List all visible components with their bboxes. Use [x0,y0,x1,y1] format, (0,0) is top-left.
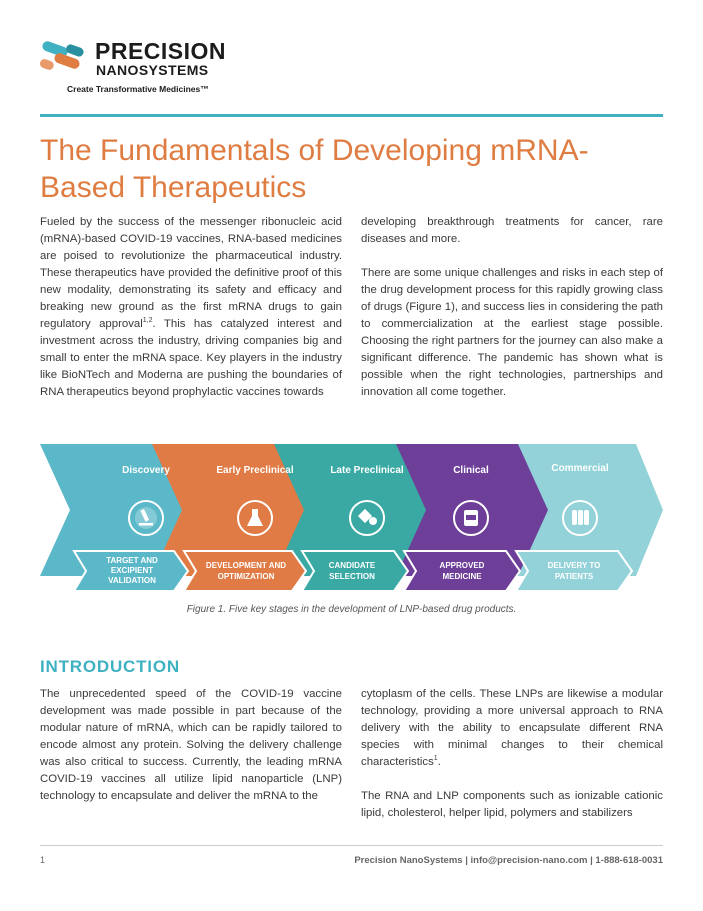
stage-label: Late Preclinical [330,465,404,476]
stage-label: Discovery [122,465,170,476]
stage-label: Commercial [551,463,609,474]
footer-divider [40,845,663,846]
brand-name-line2: NANOSYSTEMS [96,62,209,78]
intro-paragraph-3: There are some unique challenges and risks in each step of the drug development process for this rapidly growing class of drugs (Figure 1), and success lies in considering the path to commercialization at the earliest stage possible. Choosing the right partners for the journey can also make a significant difference. The pandemic has shown what is possible when the right technologies, partnerships and innovation all come together. [361,267,663,398]
introduction-paragraph-3: The RNA and LNP components such as ionizable cationic lipid, cholesterol, helper lipid, polymers and stabilizers [361,790,663,819]
introduction-column-left [40,686,342,822]
intro-paragraph-2: developing breakthrough treatments for cancer, rare diseases and more. [361,216,663,245]
document-title: The Fundamentals of Developing mRNA-Based Therapeutics [40,134,589,204]
outcome-label: EXCIPIENT [110,566,154,575]
outcome-label: SELECTION [329,572,375,581]
citation-sup: 1 [433,755,438,763]
introduction-column-right [361,686,663,839]
footer-contact: Precision NanoSystems | info@precision-nano.com | 1-888-618-0031 [354,855,663,866]
introduction-paragraph-1: The unprecedented speed of the COVID-19 vaccine development was made possible in part because of the modular nature of mRNA, which can be rapidly tailored to encode almost any protein. Solving the delivery challenge was also critical to success. Currently, the leading mRNA COVID-19 vaccines all utilize lipid nanoparticle (LNP) technology to encapsulate and deliver the mRNA to the [40,688,342,802]
outcome-arrow [516,551,632,591]
outcome-arrow [404,551,520,591]
introduction-paragraph-2 [361,686,663,771]
page-number: 1 [40,855,46,865]
outcome-label: MEDICINE [442,572,482,581]
outcome-arrow [184,551,306,591]
brand-name-line1: PRECISION [95,38,227,64]
outcome-label: OPTIMIZATION [217,572,275,581]
outcome-label: PATIENTS [554,572,594,581]
introduction-text-a: cytoplasm of the cells. These LNPs are likewise a modular technology, providing a more universal approach to RNA delivery with the ability to encapsulate different RNA species with minimal changes to their chemical characteristics [361,688,663,768]
introduction-text-b: . [437,756,441,768]
outcome-label: DEVELOPMENT AND [205,561,287,570]
citation-sup: 1,2 [142,317,153,325]
section-heading-introduction: INTRODUCTION [40,657,180,676]
intro-column-left [40,214,342,418]
figure-caption: Figure 1. Five key stages in the development of LNP-based drug products. [186,604,517,615]
company-logo-icon [40,40,90,76]
outcome-label: TARGET AND [106,556,158,565]
figure-development-stages [40,436,663,594]
intro-column-right [361,214,663,418]
intro-paragraph-1 [40,214,342,401]
outcome-label: VALIDATION [108,576,156,585]
outcome-label: DELIVERY TO [547,561,601,570]
outcome-arrow [302,551,408,591]
outcome-label: APPROVED [439,561,485,570]
outcome-label: CANDIDATE [328,561,376,570]
intro-text-b: . This has catalyzed interest and investment across the industry, driving companies big and small to enter the mRNA space. Key players in the industry like BioNTech and Moderna are pushing the boundaries of RNA therapeutics beyond prophylactic vaccines towards [40,318,342,398]
brand-tagline: Create Transformative Medicines™ [67,84,209,94]
stage-label: Clinical [453,465,489,476]
intro-text-a: Fueled by the success of the messenger ribonucleic acid (mRNA)-based COVID-19 vaccines, RNA-based medicines are poised to revolutionize the pharmaceutical industry. These therapeutics have provided the definitive proof of this new modality, demonstrating its safety and efficacy and breaking new ground as the first mRNA drugs to gain regulatory approval [40,216,342,330]
stage-label: Early Preclinical [216,465,294,476]
header-divider [40,114,663,117]
